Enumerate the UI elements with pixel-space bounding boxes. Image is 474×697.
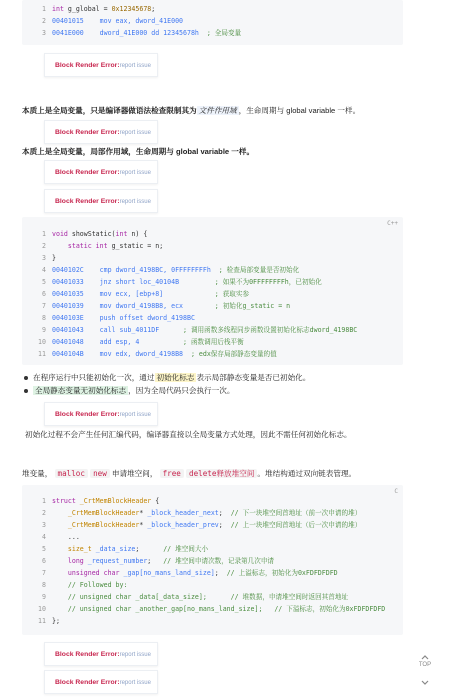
code-line bbox=[22, 579, 403, 591]
code-line bbox=[22, 591, 403, 603]
code-line bbox=[22, 555, 403, 567]
line-number: 3 bbox=[42, 521, 46, 529]
error-title: Block Render Error: bbox=[55, 651, 120, 658]
paragraph-text: 申请堆空间， bbox=[111, 469, 158, 478]
highlight-text: 初始化标志 bbox=[156, 373, 195, 382]
code-text: struct _CrtMemBlockHeader { bbox=[52, 497, 160, 505]
code-text: } bbox=[52, 254, 56, 262]
inline-code: new bbox=[90, 469, 110, 478]
paragraph-text: 。堆结构通过双向链表管理。 bbox=[257, 469, 357, 478]
back-to-top-label[interactable]: TOP bbox=[418, 662, 432, 668]
code-block-1 bbox=[22, 0, 403, 45]
bullet-icon bbox=[24, 376, 28, 380]
block-render-error bbox=[44, 160, 158, 184]
code-text: 0040103E push offset dword_4198BC bbox=[52, 314, 195, 322]
report-issue-link[interactable]: report issue bbox=[119, 412, 151, 418]
code-text: 00401033 jnz short loc_40104B ; 如果不为0FFFFFFFFh，已初始化 bbox=[52, 278, 322, 286]
line-number: 3 bbox=[42, 29, 46, 37]
block-render-error bbox=[44, 642, 158, 666]
paragraph bbox=[22, 468, 356, 480]
code-text: _CrtMemBlockHeader* _block_header_prev; // 上一块堆空间首地址（后一次申请的堆） bbox=[67, 521, 362, 529]
list-text: 在程序运行中只能初始化一次，通过 bbox=[33, 373, 155, 382]
code-line bbox=[22, 567, 403, 579]
line-number: 7 bbox=[42, 302, 46, 310]
report-issue-link[interactable]: report issue bbox=[119, 130, 151, 136]
line-number: 11 bbox=[38, 617, 46, 625]
code-text: size_t _data_size; // 堆空间大小 bbox=[67, 545, 209, 553]
code-text: int g_global = 0x12345678; bbox=[52, 5, 156, 13]
line-number: 2 bbox=[42, 242, 46, 250]
report-issue-link[interactable]: report issue bbox=[119, 170, 151, 176]
line-number: 6 bbox=[42, 557, 46, 565]
line-number: 4 bbox=[42, 533, 46, 541]
code-text: 0040104B mov edx, dword_4198B8 ; edx保存局部静态变量的值 bbox=[52, 350, 277, 358]
code-line bbox=[22, 228, 403, 240]
code-line bbox=[22, 615, 403, 627]
bullet-icon bbox=[24, 389, 28, 393]
code-line bbox=[22, 288, 403, 300]
code-line bbox=[22, 495, 403, 507]
report-issue-link[interactable]: report issue bbox=[119, 680, 151, 686]
code-line bbox=[22, 252, 403, 264]
language-label: C++ bbox=[387, 220, 398, 227]
language-label: C bbox=[394, 488, 398, 495]
code-text: unsigned char _gap[no_mans_land_size]; // 上溢标志，初始化为0xFDFDFDFD bbox=[67, 569, 338, 577]
list-item bbox=[24, 385, 234, 397]
highlight-text: 文件作用域 bbox=[198, 106, 237, 115]
code-text: // unsigned char _data[_data_size]; // 堆数据，申请堆空间时返回其首地址 bbox=[67, 593, 349, 601]
line-number: 10 bbox=[38, 605, 46, 613]
paragraph-text: ，生命周期与 global variable 一样。 bbox=[238, 106, 361, 115]
block-render-error bbox=[44, 670, 158, 694]
error-title: Block Render Error: bbox=[55, 169, 120, 176]
report-issue-link[interactable]: report issue bbox=[119, 199, 151, 205]
code-line bbox=[22, 531, 403, 543]
line-number: 2 bbox=[42, 17, 46, 25]
code-line bbox=[22, 300, 403, 312]
line-number: 3 bbox=[42, 254, 46, 262]
code-line bbox=[22, 15, 403, 27]
line-number: 9 bbox=[42, 593, 46, 601]
code-line bbox=[22, 348, 403, 360]
line-number: 5 bbox=[42, 545, 46, 553]
code-text: 00401048 add esp, 4 ; 函数调用后栈平衡 bbox=[52, 338, 244, 346]
code-line bbox=[22, 264, 403, 276]
code-line bbox=[22, 507, 403, 519]
code-line bbox=[22, 240, 403, 252]
paragraph-text: 初始化过程不会产生任何汇编代码，编译器直接以全局变量方式处理，因此不需任何初始化标志。 bbox=[25, 430, 352, 439]
line-number: 1 bbox=[42, 497, 46, 505]
line-number: 6 bbox=[42, 290, 46, 298]
code-line bbox=[22, 276, 403, 288]
report-issue-link[interactable]: report issue bbox=[119, 652, 151, 658]
code-text: void showStatic(int n) { bbox=[52, 230, 148, 238]
inline-code: free bbox=[160, 469, 184, 478]
code-text: 0041E000 dword_41E000 dd 12345678h ; 全局变量 bbox=[52, 29, 242, 37]
list-text: ，因为全局代码只会执行一次。 bbox=[128, 386, 235, 395]
line-number: 5 bbox=[42, 278, 46, 286]
block-render-error bbox=[44, 53, 158, 77]
code-line bbox=[22, 543, 403, 555]
line-number: 8 bbox=[42, 581, 46, 589]
code-text: long _request_number; // 堆空间申请次数，记录第几次申请 bbox=[67, 557, 275, 565]
report-issue-link[interactable]: report issue bbox=[119, 63, 151, 69]
line-number: 10 bbox=[38, 338, 46, 346]
line-number: 11 bbox=[38, 350, 46, 358]
line-number: 8 bbox=[42, 314, 46, 322]
paragraph bbox=[22, 105, 360, 117]
code-text: // Followed by: bbox=[67, 581, 128, 589]
code-text: 00401035 mov ecx, [ebp+8] ; 获取实参 bbox=[52, 290, 250, 298]
code-line bbox=[22, 603, 403, 615]
line-number: 2 bbox=[42, 509, 46, 517]
error-title: Block Render Error: bbox=[55, 129, 120, 136]
line-number: 1 bbox=[42, 230, 46, 238]
inline-code: malloc bbox=[55, 469, 88, 478]
paragraph-text: 堆变量， bbox=[22, 469, 53, 478]
code-line bbox=[22, 324, 403, 336]
block-render-error bbox=[44, 402, 158, 426]
error-title: Block Render Error: bbox=[55, 198, 120, 205]
code-text: // unsigned char _another_gap[no_mans_land_size]; // 下溢标志，初始化为0xFDFDFDFD bbox=[67, 605, 386, 613]
error-title: Block Render Error: bbox=[55, 679, 120, 686]
code-text: }; bbox=[52, 617, 60, 625]
code-text: _CrtMemBlockHeader* _block_header_next; // 下一块堆空间首地址（前一次申请的堆） bbox=[67, 509, 362, 517]
paragraph bbox=[25, 429, 352, 441]
paragraph bbox=[22, 146, 254, 158]
code-line bbox=[22, 27, 403, 39]
code-block-3 bbox=[22, 485, 403, 635]
error-title: Block Render Error: bbox=[55, 411, 120, 418]
chevron-down-icon[interactable] bbox=[420, 677, 430, 687]
line-number: 9 bbox=[42, 326, 46, 334]
error-title: Block Render Error: bbox=[55, 62, 120, 69]
code-line bbox=[22, 336, 403, 348]
code-block-2 bbox=[22, 217, 403, 365]
code-text: 00401015 mov eax, dword_41E000 bbox=[52, 17, 184, 25]
paragraph-text: 本质上是全局变量，只是编译器做语法检查限制其为 bbox=[22, 106, 197, 115]
code-text: ... bbox=[52, 533, 80, 541]
list-item bbox=[24, 372, 310, 384]
inline-code: delete释放堆空间 bbox=[186, 469, 257, 478]
code-line bbox=[22, 3, 403, 15]
code-text: 00401039 mov dword_4198B8, ecx ; 初始化g_static = n bbox=[52, 302, 291, 310]
paragraph-text: 本质上是全局变量，局部作用域，生命周期与 global variable 一样。 bbox=[22, 147, 255, 156]
list-text: 表示局部静态变量是否已初始化。 bbox=[196, 373, 311, 382]
code-line bbox=[22, 312, 403, 324]
code-text: 0040102C cmp dword_4198BC, 0FFFFFFFFh ; 检查局部变量是否初始化 bbox=[52, 266, 300, 274]
block-render-error bbox=[44, 189, 158, 213]
line-number: 1 bbox=[42, 5, 46, 13]
block-render-error bbox=[44, 120, 158, 144]
code-text: static int g_static = n; bbox=[67, 242, 164, 250]
highlight-text: 全局静态变量无初始化标志 bbox=[35, 386, 127, 395]
code-line bbox=[22, 519, 403, 531]
line-number: 4 bbox=[42, 266, 46, 274]
code-text: 00401043 call sub_4011DF ; 调用函数多线程同步函数设置初始化标志dword_4198BC bbox=[52, 326, 358, 334]
line-number: 7 bbox=[42, 569, 46, 577]
